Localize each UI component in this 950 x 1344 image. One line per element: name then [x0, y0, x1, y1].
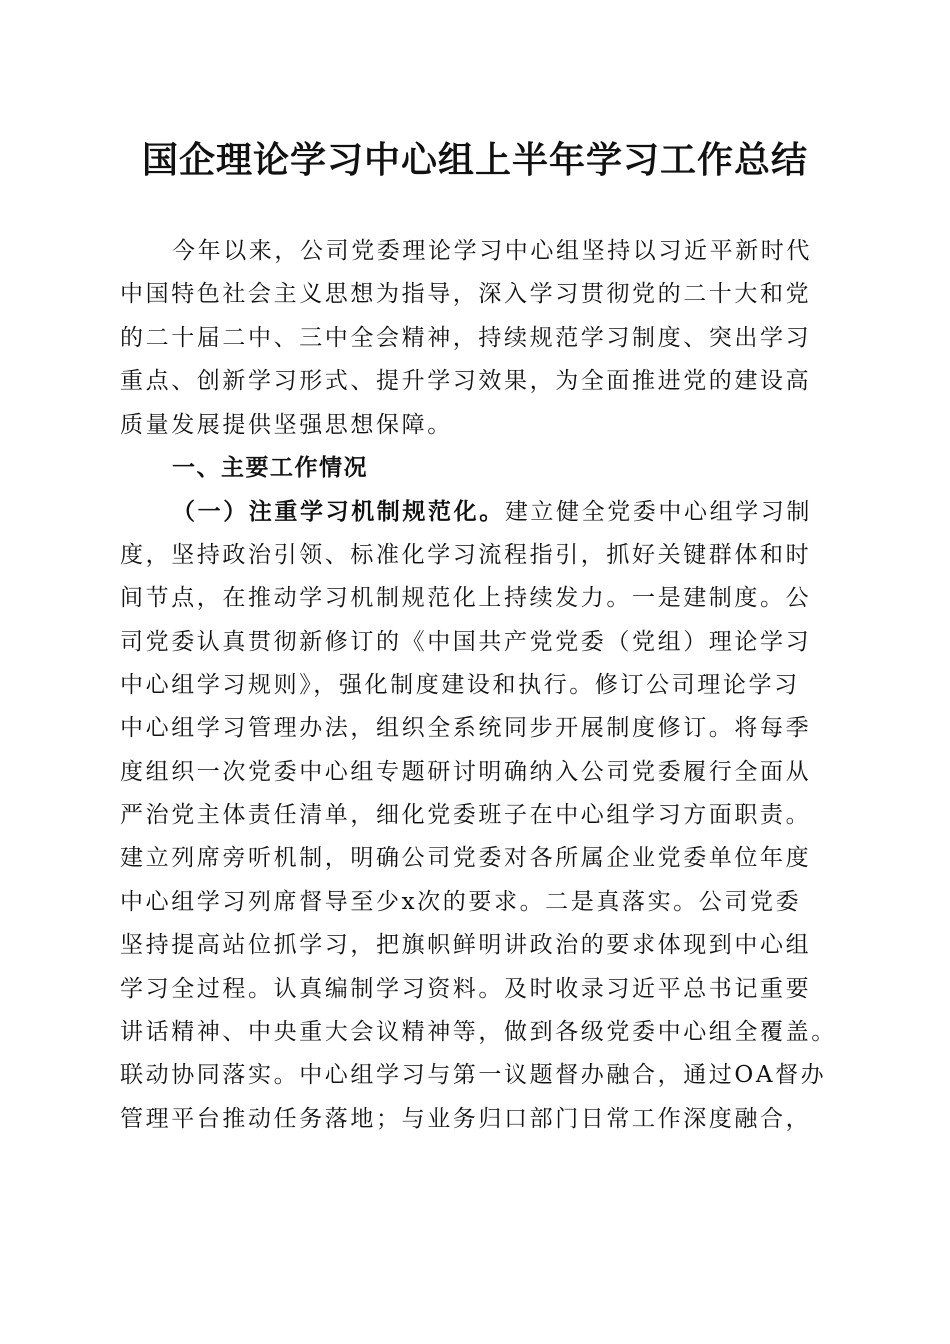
intro-line: 重点、创新学习形式、提升学习效果，为全面推进党的建设高 — [120, 368, 812, 395]
body-line: 坚持提高站位抓学习，把旗帜鲜明讲政治的要求体现到中心组 — [120, 932, 812, 959]
body-line: 管理平台推动任务落地；与业务归口部门日常工作深度融合， — [120, 1105, 812, 1132]
document-body — [120, 230, 837, 1141]
subsection-text: 建立健全党委中心组学习制 — [504, 499, 813, 526]
subsection-first-line — [120, 490, 832, 533]
subsection-heading: （一）注重学习机制规范化。 — [172, 498, 505, 526]
body-line: 中心组学习管理办法，组织全系统同步开展制度修订。将每季 — [120, 715, 812, 742]
section-heading: 一、主要工作情况 — [172, 454, 368, 481]
body-line: 联动协同落实。中心组学习与第一议题督办融合，通过OA督办 — [120, 1062, 827, 1089]
body-line: 间节点，在推动学习机制规范化上持续发力。一是建制度。公 — [120, 585, 812, 612]
body-line: 度组织一次党委中心组专题研讨明确纳入公司党委履行全面从 — [120, 758, 812, 785]
document-title: 国企理论学习中心组上半年学习工作总结 — [141, 139, 808, 181]
body-line: 中心组学习规则》，强化制度建设和执行。修订公司理论学习 — [120, 671, 800, 698]
body-line: 学习全过程。认真编制学习资料。及时收录习近平总书记重要 — [120, 975, 812, 1002]
intro-line: 今年以来，公司党委理论学习中心组坚持以习近平新时代 — [172, 238, 812, 264]
intro-line: 中国特色社会主义思想为指导，深入学习贯彻党的二十大和党 — [120, 281, 812, 308]
intro-line: 的二十届二中、三中全会精神，持续规范学习制度、突出学习 — [120, 324, 812, 351]
body-line: 司党委认真贯彻新修订的《中国共产党党委（党组）理论学习 — [120, 628, 812, 655]
body-line: 中心组学习列席督导至少x次的要求。二是真落实。公司党委 — [120, 888, 802, 915]
body-line: 讲话精神、中央重大会议精神等，做到各级党委中心组全覆盖。 — [120, 1019, 837, 1046]
body-line: 严治党主体责任清单，细化党委班子在中心组学习方面职责。 — [120, 802, 812, 829]
body-line: 建立列席旁听机制，明确公司党委对各所属企业党委单位年度 — [120, 845, 812, 872]
body-line: 度，坚持政治引领、标准化学习流程指引，抓好关键群体和时 — [120, 541, 812, 568]
intro-line: 质量发展提供坚强思想保障。 — [120, 411, 453, 438]
